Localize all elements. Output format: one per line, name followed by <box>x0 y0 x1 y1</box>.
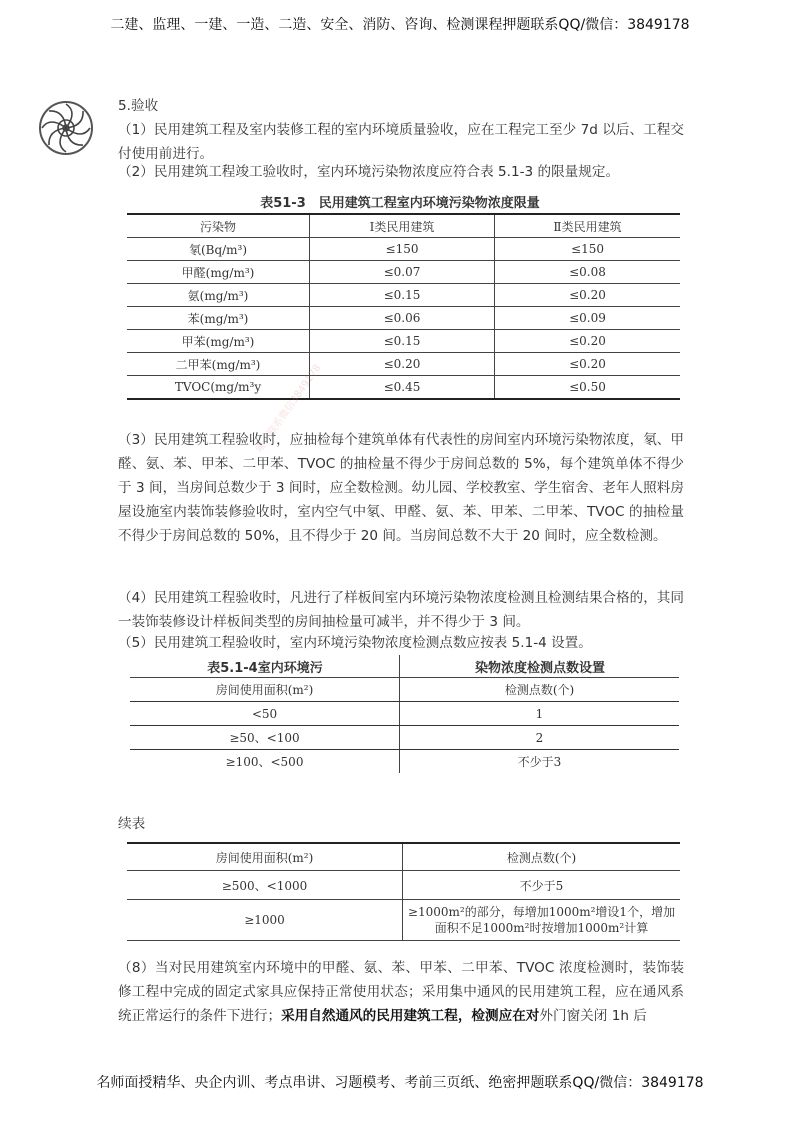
cell: 氡(Bq/m³) <box>127 238 310 261</box>
table-row <box>130 726 679 750</box>
logo-icon <box>38 100 94 156</box>
cell: ≥50、<100 <box>130 726 400 750</box>
header-cell: Ⅱ类民用建筑 <box>495 214 681 238</box>
cell: 甲醛(mg/m³) <box>127 261 310 284</box>
cell: ≤0.20 <box>310 353 495 376</box>
cell: ≤0.08 <box>495 261 681 284</box>
table2-caption-left: 表5.1-4室内环境污 <box>207 661 323 676</box>
page-header: 二建、监理、一建、一造、二造、安全、消防、咨询、检测课程押题联系QQ/微信：3849178 <box>110 17 690 33</box>
table-row <box>130 702 679 726</box>
cell: ≤0.20 <box>495 353 681 376</box>
paragraph-4: （4）民用建筑工程验收时，凡进行了样板间室内环境污染物浓度检测且检测结果合格的，其同一装饰装修设计样板间类型的房间抽检量可减半，并不得少于 3 间。 <box>118 590 684 630</box>
paragraph-8 <box>118 956 684 1028</box>
cell: ≥500、<1000 <box>127 871 403 900</box>
table-header-row <box>127 214 680 238</box>
table-row <box>130 750 679 774</box>
pollutant-limit-table <box>127 213 680 400</box>
cell: 氨(mg/m³) <box>127 284 310 307</box>
cell: TVOC(mg/m³y <box>127 376 310 400</box>
cell: ≤0.07 <box>310 261 495 284</box>
cell: 2 <box>400 726 680 750</box>
cell: ≥100、<500 <box>225 755 304 769</box>
table1-caption: 表51-3 民用建筑工程室内环境污染物浓度限量 <box>260 196 540 211</box>
bold-text: 采用自然通风的民用建筑工程，检测应在对 <box>281 1008 540 1024</box>
cell: ≤0.20 <box>495 330 681 353</box>
cell: 苯(mg/m³) <box>127 307 310 330</box>
cell: 不少于5 <box>403 871 681 900</box>
cell: ≤0.15 <box>310 330 495 353</box>
page-footer: 名师面授精华、央企内训、考点串讲、习题模考、考前三页纸、绝密押题联系QQ/微信：3849178 <box>96 1075 704 1091</box>
cell: ≤0.06 <box>310 307 495 330</box>
cell: ≤0.45 <box>310 376 495 400</box>
table-row <box>127 307 680 330</box>
table-row <box>127 284 680 307</box>
table2-caption-right: 染物浓度检测点数设置 <box>474 661 605 676</box>
section-title: 5.验收 <box>118 98 159 114</box>
detection-points-table-continued <box>127 842 680 941</box>
detection-points-table <box>130 677 679 773</box>
watermark: 唯一联系微信3849178 <box>254 362 324 455</box>
header-cell: 污染物 <box>127 214 310 238</box>
cell: ≤0.20 <box>495 284 681 307</box>
continued-label: 续表 <box>118 816 146 832</box>
cell: ≤0.15 <box>310 284 495 307</box>
cell: ≤0.09 <box>495 307 681 330</box>
cell: ≥1000 <box>127 900 403 941</box>
header-cell: I类民用建筑 <box>310 214 495 238</box>
cell: ≤0.50 <box>495 376 681 400</box>
cell: <50 <box>130 702 400 726</box>
header-cell: 房间使用面积(m²) <box>130 678 400 702</box>
cell: 二甲苯(mg/m³) <box>127 353 310 376</box>
divider <box>399 655 400 677</box>
cell: 1 <box>400 702 680 726</box>
text: 外门窗关闭 1h 后 <box>539 1008 647 1024</box>
cell: ≥1000m²的部分，每增加1000m²增设1个，增加面积不足1000m²时按增加1000m²计算 <box>403 900 681 941</box>
table-row <box>127 871 680 900</box>
table-header-row <box>127 843 680 871</box>
table-header-row <box>130 678 679 702</box>
paragraph-1: （1）民用建筑工程及室内装修工程的室内环境质量验收，应在工程完工至少 7d 以后、工程交付使用前进行。 <box>118 122 684 162</box>
header-cell: 检测点数(个) <box>400 678 680 702</box>
table-row <box>127 376 680 400</box>
table-row <box>127 238 680 261</box>
paragraph-3: （3）民用建筑工程验收时，应抽检每个建筑单体有代表性的房间室内环境污染物浓度，氡、甲醛、氨、苯、甲苯、二甲苯、TVOC 的抽检量不得少于房间总数的 5%，每个建筑单体不得少于 3 间，当房间总数少于 3 间时，应全数检测。幼儿园、学校教室、学生宿舍、老年人照料房屋设施室内装饰装修验收时，室内空气中氡、甲醛、氨、苯、甲苯、二甲苯、TVOC 的抽检量不得少于房间总数的 50%，且不得少于 20 间。当房间总数不大于 20 间时，应全数检测。 <box>118 432 684 544</box>
table-row <box>127 353 680 376</box>
header-cell: 房间使用面积(m²) <box>127 843 403 871</box>
cell: 不少于3 <box>400 750 680 774</box>
cell: ≤150 <box>495 238 681 261</box>
header-cell: 检测点数(个) <box>403 843 681 871</box>
cell: ≤150 <box>310 238 495 261</box>
table-row <box>127 330 680 353</box>
table-row <box>127 900 680 941</box>
paragraph-5: （5）民用建筑工程验收时，室内环境污染物浓度检测点数应按表 5.1-4 设置。 <box>118 635 592 651</box>
paragraph-2: （2）民用建筑工程竣工验收时，室内环境污染物浓度应符合表 5.1-3 的限量规定。 <box>118 164 620 180</box>
cell: 甲苯(mg/m³) <box>127 330 310 353</box>
text: （8）当对民用建筑室内环境中的甲醛、氨、苯、甲苯、二甲苯、TVOC 浓度检测时，装饰装修工程中完成的固定式家具应保持正常使用状态；采用集中通风的民用建筑工程，应在通风系统正常运行的条件下进行； <box>118 960 684 1024</box>
table-row <box>127 261 680 284</box>
